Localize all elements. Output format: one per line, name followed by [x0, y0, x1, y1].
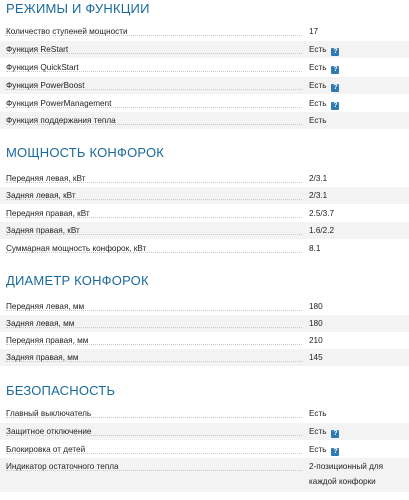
spec-name: Задняя левая, кВт	[6, 191, 76, 200]
spec-name: Функция PowerBoost	[6, 81, 85, 90]
spec-name: Задняя правая, мм	[6, 353, 79, 362]
spec-name: Функция PowerManagement	[6, 99, 112, 108]
spec-value: 1.6/2.2	[309, 226, 335, 235]
spec-name: Количество ступеней мощности	[6, 27, 128, 36]
spec-name: Передняя левая, мм	[6, 302, 85, 311]
spec-row	[0, 187, 409, 204]
help-icon[interactable]: ?	[333, 84, 338, 91]
spec-row	[0, 77, 409, 94]
help-icon[interactable]: ?	[333, 48, 338, 55]
spec-name: Блокировка от детей	[6, 445, 86, 454]
spec-name: Функция QuickStart	[6, 63, 79, 72]
spec-value: Есть	[309, 45, 327, 54]
spec-name: Задняя левая, мм	[6, 319, 75, 328]
spec-row	[0, 405, 409, 422]
spec-value: 210	[309, 336, 323, 345]
spec-row	[0, 441, 409, 458]
spec-row	[0, 205, 409, 222]
spec-name: Передняя правая, мм	[6, 336, 89, 345]
spec-value: 2/3.1	[309, 174, 328, 183]
spec-value: 2/3.1	[309, 191, 328, 200]
spec-name: Главный выключатель	[6, 409, 92, 418]
spec-row	[0, 315, 409, 332]
spec-value: Есть	[309, 116, 327, 125]
spec-row	[0, 112, 409, 129]
spec-value: Есть	[309, 81, 327, 90]
spec-row	[0, 458, 409, 492]
spec-name: Индикатор остаточного тепла	[6, 462, 119, 471]
spec-row	[0, 332, 409, 349]
spec-name: Функция ReStart	[6, 45, 69, 54]
spec-value: 2.5/3.7	[309, 209, 335, 218]
spec-name: Суммарная мощность конфорок, кВт	[6, 244, 147, 253]
spec-row	[0, 222, 409, 239]
spec-value: 180	[309, 302, 323, 311]
help-icon[interactable]: ?	[333, 448, 338, 455]
spec-value: Есть	[309, 445, 327, 454]
section-title-modes: РЕЖИМЫ И ФУНКЦИИ	[6, 1, 150, 16]
spec-row	[0, 23, 409, 40]
spec-row	[0, 240, 409, 257]
spec-value: Есть	[309, 63, 327, 72]
spec-name: Передняя правая, кВт	[6, 209, 90, 218]
spec-row	[0, 349, 409, 366]
help-icon[interactable]: ?	[333, 430, 338, 437]
spec-value: Есть	[309, 427, 327, 436]
spec-row	[0, 59, 409, 76]
section-title-burner-diameter: ДИАМЕТР КОНФОРОК	[6, 273, 149, 288]
spec-value: 8.1	[309, 244, 321, 253]
spec-name: Задняя правая, кВт	[6, 226, 80, 235]
spec-value: Есть	[309, 409, 327, 418]
spec-row	[0, 41, 409, 58]
spec-row	[0, 170, 409, 187]
help-icon[interactable]: ?	[333, 66, 338, 73]
section-title-burner-power: МОЩНОСТЬ КОНФОРОК	[6, 145, 165, 160]
spec-value: 180	[309, 319, 323, 328]
spec-row	[0, 423, 409, 440]
spec-name: Защитное отключение	[6, 427, 92, 436]
help-icon[interactable]: ?	[333, 102, 338, 109]
spec-row	[0, 95, 409, 112]
spec-value: 17	[309, 27, 319, 36]
spec-row	[0, 298, 409, 315]
spec-name: Функция поддержания тепла	[6, 116, 116, 125]
spec-value: 145	[309, 353, 323, 362]
spec-name: Передняя левая, кВт	[6, 174, 86, 183]
spec-value: Есть	[309, 99, 327, 108]
spec-value: 2-позиционный для каждой конфорки	[309, 462, 384, 486]
section-title-safety: БЕЗОПАСНОСТЬ	[6, 383, 116, 398]
